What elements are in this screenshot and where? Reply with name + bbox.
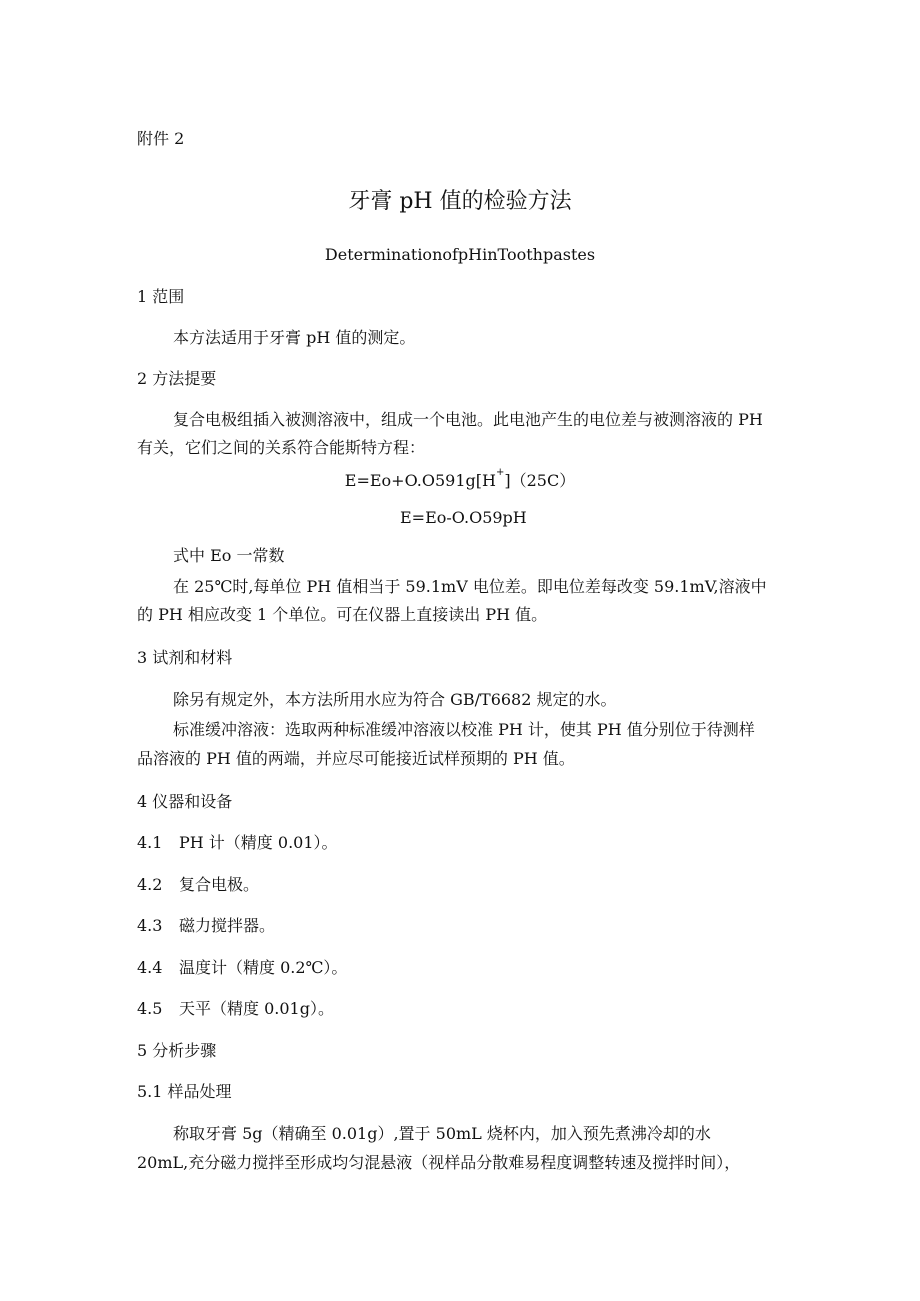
list-item <box>137 874 259 896</box>
section-2-paragraph-line: 有关，它们之间的关系符合能斯特方程： <box>137 438 426 457</box>
document-subtitle: DeterminationofpHinToothpastes <box>324 245 596 264</box>
list-item-text: 温度计（精度 0.2℃）。 <box>179 958 348 977</box>
subsection-5-1-heading: 5.1 样品处理 <box>137 1082 232 1101</box>
section-5-paragraph-line: 20mL,充分磁力搅拌至形成均匀混悬液（视样品分散难易程度调整转速及搅拌时间）， <box>137 1153 741 1172</box>
equation-1-tail: ]（25C） <box>504 471 576 490</box>
equation-2: E=Eo-O.O59pH <box>400 508 527 527</box>
section-3-paragraph-line: 品溶液的 PH 值的两端，并应尽可能接近试样预期的 PH 值。 <box>137 749 575 768</box>
section-1-heading: 1 范围 <box>137 287 185 306</box>
list-item-text: 复合电极。 <box>179 875 260 894</box>
section-3-paragraph-line: 标准缓冲溶液：选取两种标准缓冲溶液以校准 PH 计，使其 PH 值分别位于待测样 <box>173 720 755 739</box>
list-item <box>137 957 347 979</box>
equation-1-superscript: + <box>495 467 505 478</box>
list-item <box>137 998 334 1020</box>
list-item-number: 4.2 <box>137 875 163 894</box>
section-2-paragraph-line: 在 25℃时,每单位 PH 值相当于 59.1mV 电位差。即电位差每改变 59.1mV,溶液中 <box>173 577 767 596</box>
list-item-number: 4.4 <box>137 958 163 977</box>
section-2-heading: 2 方法提要 <box>137 369 217 388</box>
list-item <box>137 832 338 854</box>
list-item-text: PH 计（精度 0.01）。 <box>179 833 338 852</box>
equation-note: 式中 Eo 一常数 <box>173 546 285 565</box>
section-2-paragraph-line: 的 PH 相应改变 1 个单位。可在仪器上直接读出 PH 值。 <box>137 605 548 624</box>
attachment-label: 附件 2 <box>137 129 185 148</box>
section-5-heading: 5 分析步骤 <box>137 1041 217 1060</box>
list-item <box>137 915 275 937</box>
section-3-paragraph: 除另有规定外，本方法所用水应为符合 GB/T6682 规定的水。 <box>173 690 617 709</box>
section-5-paragraph-line: 称取牙膏 5g（精确至 0.01g）,置于 50mL 烧杯内，加入预先煮沸冷却的水 <box>173 1124 711 1143</box>
section-2-paragraph-line: 复合电极组插入被测溶液中，组成一个电池。此电池产生的电位差与被测溶液的 PH <box>173 410 763 429</box>
equation-1-main: E=Eo+O.O591g[H <box>344 471 496 490</box>
list-item-number: 4.1 <box>137 833 163 852</box>
section-4-heading: 4 仪器和设备 <box>137 792 233 811</box>
list-item-number: 4.3 <box>137 916 163 935</box>
section-3-heading: 3 试剂和材料 <box>137 648 233 667</box>
section-1-paragraph: 本方法适用于牙膏 pH 值的测定。 <box>173 328 416 347</box>
document-title: 牙膏 pH 值的检验方法 <box>348 189 572 214</box>
list-item-text: 天平（精度 0.01g）。 <box>179 999 334 1018</box>
equation-1 <box>0 467 920 492</box>
list-item-number: 4.5 <box>137 999 163 1018</box>
list-item-text: 磁力搅拌器。 <box>179 916 276 935</box>
